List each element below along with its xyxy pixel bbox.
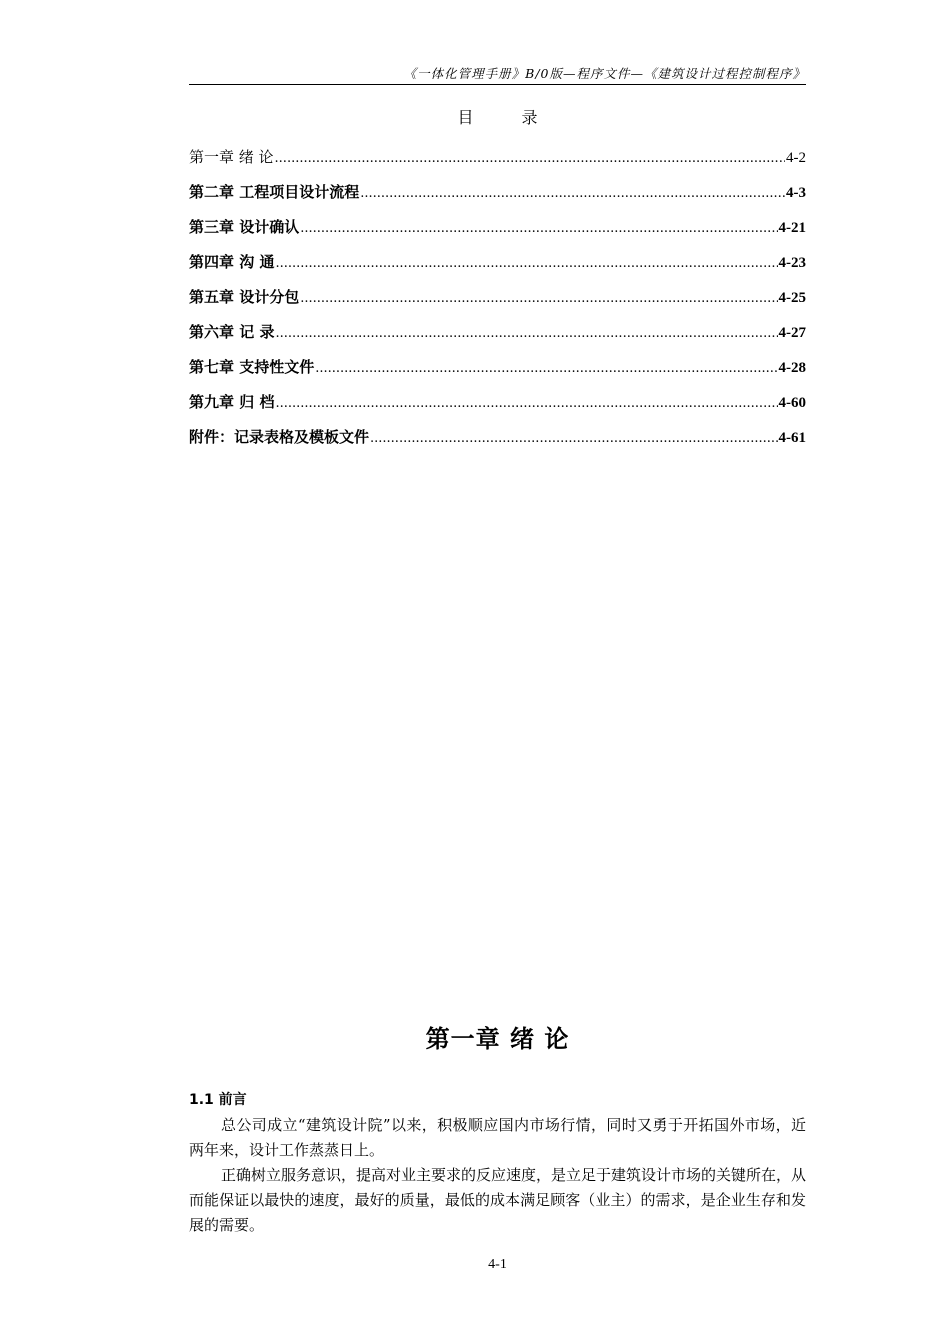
- toc-entry-6[interactable]: [189, 322, 806, 357]
- section-heading: 1.1 前言: [189, 1092, 247, 1108]
- toc-entry-label: 第三章 设计确认: [189, 218, 300, 236]
- toc-entry-page: 4-28: [778, 360, 806, 376]
- toc-entry-page: 4-23: [778, 255, 806, 271]
- toc-entry-page: 4-2: [786, 150, 806, 166]
- toc-entry-2[interactable]: [189, 182, 806, 217]
- toc-entry-label: 第九章 归 档: [189, 393, 275, 411]
- paragraph: 正确树立服务意识，提高对业主要求的反应速度，是立足于建筑设计市场的关键所在，从而能保证以最快的速度，最好的质量，最低的成本满足顾客（业主）的需求，是企业生存和发展的需要。: [189, 1166, 807, 1234]
- toc-entry-3[interactable]: [189, 217, 806, 252]
- toc-entry-label: 第五章 设计分包: [189, 288, 300, 306]
- toc-entry-page: 4-60: [778, 395, 806, 411]
- running-header: 《一体化管理手册》B/0版—程序文件—《建筑设计过程控制程序》: [403, 66, 806, 81]
- toc-entry-label: 第一章 绪 论: [189, 148, 274, 166]
- toc-entry-1[interactable]: [189, 147, 806, 182]
- toc-leader-dots: [275, 394, 777, 414]
- toc-leader-dots: [360, 184, 785, 204]
- table-of-contents: [189, 147, 806, 462]
- toc-entry-8[interactable]: [189, 392, 806, 427]
- toc-entry-page: 4-25: [778, 290, 806, 306]
- page-number: 4-1: [488, 1257, 507, 1272]
- toc-leader-dots: [300, 289, 777, 309]
- toc-entry-page: 4-21: [778, 220, 806, 236]
- header-rule: [189, 84, 806, 85]
- toc-leader-dots: [370, 429, 777, 449]
- toc-entry-label: 第七章 支持性文件: [189, 358, 315, 376]
- paragraph: 总公司成立“建筑设计院”以来，积极顺应国内市场行情，同时又勇于开拓国外市场，近两年来，设计工作蒸蒸日上。: [189, 1116, 806, 1159]
- toc-entry-9[interactable]: [189, 427, 806, 462]
- toc-title: [189, 108, 806, 128]
- toc-entry-label: 第二章 工程项目设计流程: [189, 183, 360, 201]
- toc-entry-4[interactable]: [189, 252, 806, 287]
- toc-entry-5[interactable]: [189, 287, 806, 322]
- toc-leader-dots: [315, 359, 777, 379]
- toc-entry-label: 附件：记录表格及模板文件: [189, 428, 370, 446]
- body-text: [189, 1113, 806, 1238]
- toc-entry-label: 第四章 沟 通: [189, 253, 275, 271]
- toc-entry-page: 4-61: [778, 430, 806, 446]
- toc-title-left: 目: [457, 108, 474, 127]
- toc-entry-label: 第六章 记 录: [189, 323, 275, 341]
- toc-entry-page: 4-3: [786, 185, 806, 201]
- toc-leader-dots: [300, 219, 777, 239]
- toc-leader-dots: [275, 149, 785, 169]
- toc-entry-page: 4-27: [778, 325, 806, 341]
- toc-title-right: 录: [521, 108, 538, 127]
- toc-leader-dots: [275, 324, 777, 344]
- toc-leader-dots: [275, 254, 777, 274]
- chapter-title: 第一章 绪 论: [425, 1025, 570, 1053]
- toc-entry-7[interactable]: [189, 357, 806, 392]
